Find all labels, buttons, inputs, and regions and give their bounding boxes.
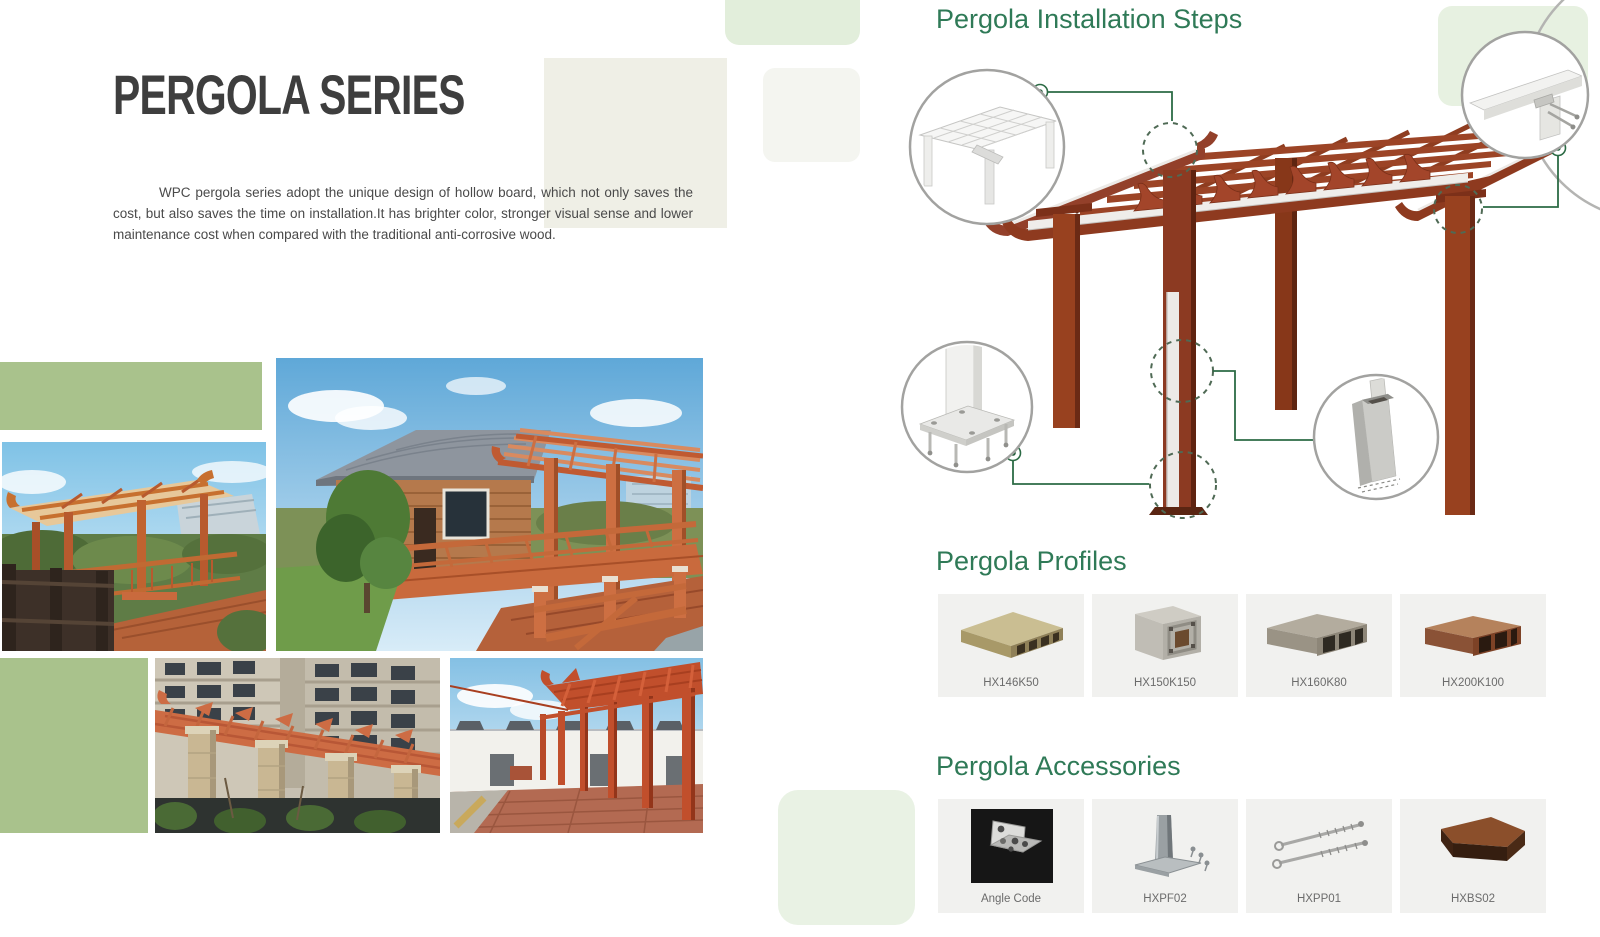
accessory-image-hxbs02 [1413,807,1533,887]
photo-pergola-deck [2,442,266,651]
deco-pale-green-top [725,0,860,45]
profile-image-hx200k100 [1413,602,1533,666]
accessory-image-angle-code [951,807,1071,887]
accessory-card-hxpp01 [1246,799,1392,913]
callout-post-base-detail [902,340,1032,472]
photo-house-pergola-image [276,358,703,651]
deco-sage-block-bottom [0,658,148,833]
profile-card-hx150k150 [1092,594,1238,697]
deco-faint-square [763,68,860,162]
callout-post-profile-detail [1314,375,1438,499]
deco-sage-block-top [0,362,262,430]
callout-beam-connection-detail [1462,32,1588,158]
series-description: WPC pergola series adopt the unique design of hollow board, which not only saves the cost, but also saves the time on installation.It has brighter color, stronger visual sense and lower maintenance cost when compared with the traditional anti-corrosive wood. [113,185,693,242]
profile-image-hx150k150 [1105,602,1225,666]
profile-code: HX160K80 [1291,677,1347,689]
photo-pergola-deck-image [2,442,266,651]
deco-pale-green-bottomright [778,790,915,925]
accessory-image-hxpf02 [1105,807,1225,887]
installation-diagram [880,0,1600,540]
accessory-code: Angle Code [980,893,1042,905]
photo-pergola-apartments-image [155,658,440,833]
profile-code: HX150K150 [1133,677,1197,689]
heading-installation-steps: Pergola Installation Steps [936,4,1243,34]
profile-image-hx146k50 [951,602,1071,666]
callout-roof-frame-detail [910,70,1064,224]
accessory-code: HXBS02 [1450,893,1496,905]
profile-code: HX200K100 [1441,677,1505,689]
accessory-card-hxbs02 [1400,799,1546,913]
heading-profiles: Pergola Profiles [936,546,1127,576]
page-title: PERGOLA SERIES [113,63,465,126]
photo-pergola-corridor [450,658,703,833]
profile-card-hx160k80 [1246,594,1392,697]
heading-accessories: Pergola Accessories [936,751,1181,781]
pergola-drawing [982,119,1556,515]
profile-card-hx200k100 [1400,594,1546,697]
profile-code: HX146K50 [983,677,1039,689]
profile-image-hx160k80 [1259,602,1379,666]
accessory-card-hxpf02 [1092,799,1238,913]
photo-pergola-apartments [155,658,440,833]
accessory-code: HXPF02 [1143,893,1187,905]
photo-house-pergola [276,358,703,651]
accessory-image-hxpp01 [1259,807,1379,887]
accessory-code: HXPP01 [1296,893,1342,905]
accessory-card-angle-code [938,799,1084,913]
photo-pergola-corridor-image [450,658,703,833]
profile-card-hx146k50 [938,594,1084,697]
